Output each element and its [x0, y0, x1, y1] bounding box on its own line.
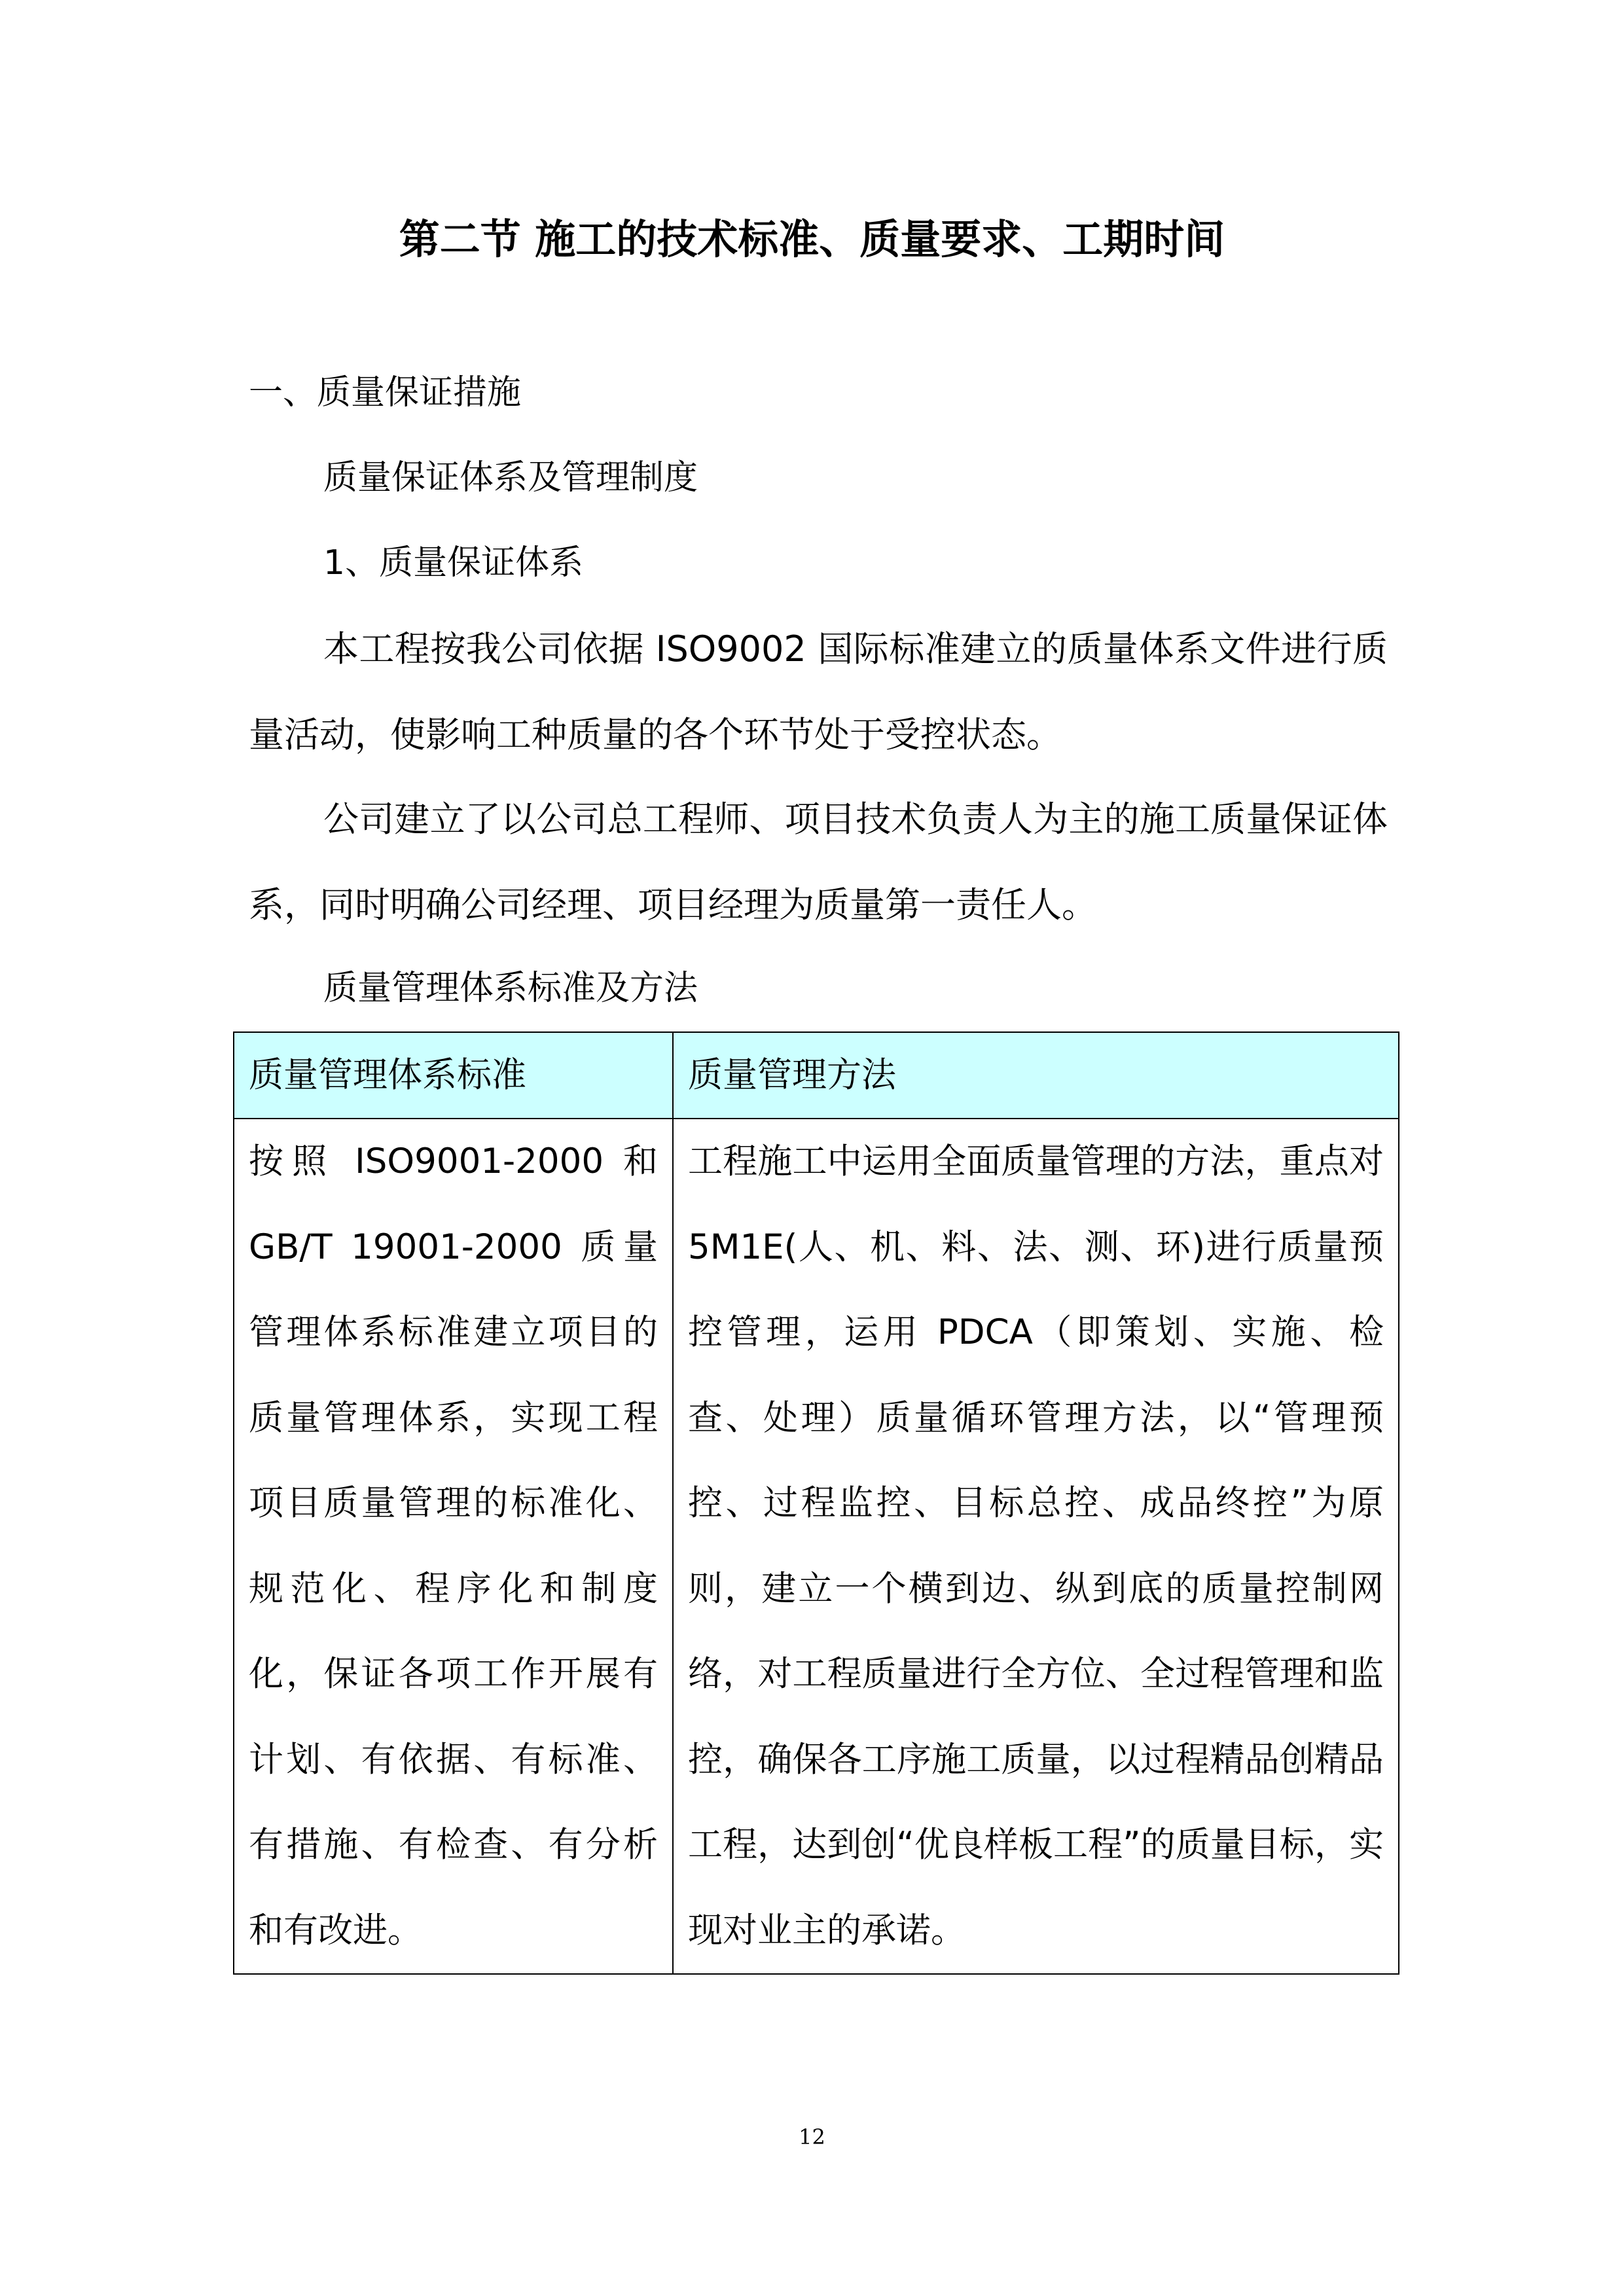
table-row [234, 1119, 1399, 1974]
table-caption: 质量管理体系标准及方法 [323, 969, 698, 1008]
quality-management-table [233, 1031, 1399, 1975]
section-title: 第二节 施工的技术标准、质量要求、工期时间 [399, 215, 1225, 263]
paragraph-responsibility: 公司建立了以公司总工程师、项目技术负责人为主的施工质量保证体系，同时明确公司经理、项目经理为质量第一责任人。 [249, 798, 1388, 925]
cell-standard: 按照 ISO9001-2000 和 GB/T 19001-2000 质量管理体系标准建立项目的质量管理体系，实现工程项目质量管理的标准化、规范化、程序化和制度化，保证各项工作开展有计划、有依据、有标准、有措施、有检查、有分析和有改进。 [234, 1119, 673, 1974]
item-quality-system: 1、质量保证体系 [323, 543, 584, 583]
table-header-row [234, 1032, 1399, 1119]
page-number: 12 [799, 2125, 825, 2149]
header-standard: 质量管理体系标准 [234, 1032, 673, 1119]
subheading-system-and-rules: 质量保证体系及管理制度 [323, 458, 698, 497]
paragraph-iso-system: 本工程按我公司依据 ISO9002 国际标准建立的质量体系文件进行质量活动，使影响工种质量的各个环节处于受控状态。 [249, 628, 1388, 755]
cell-method: 工程施工中运用全面质量管理的方法，重点对 5M1E(人、机、料、法、测、环)进行质量预控管理，运用 PDCA（即策划、实施、检查、处理）质量循环管理方法，以“管理预控、过程监控、目标总控、成品终控”为原则，建立一个横到边、纵到底的质量控制网络，对工程质量进行全方位、全过程管理和监控，确保各工序施工质量，以过程精品创精品工程，达到创“优良样板工程”的质量目标，实现对业主的承诺。 [673, 1119, 1399, 1974]
header-method: 质量管理方法 [673, 1032, 1399, 1119]
heading-quality-assurance: 一、质量保证措施 [249, 373, 522, 412]
